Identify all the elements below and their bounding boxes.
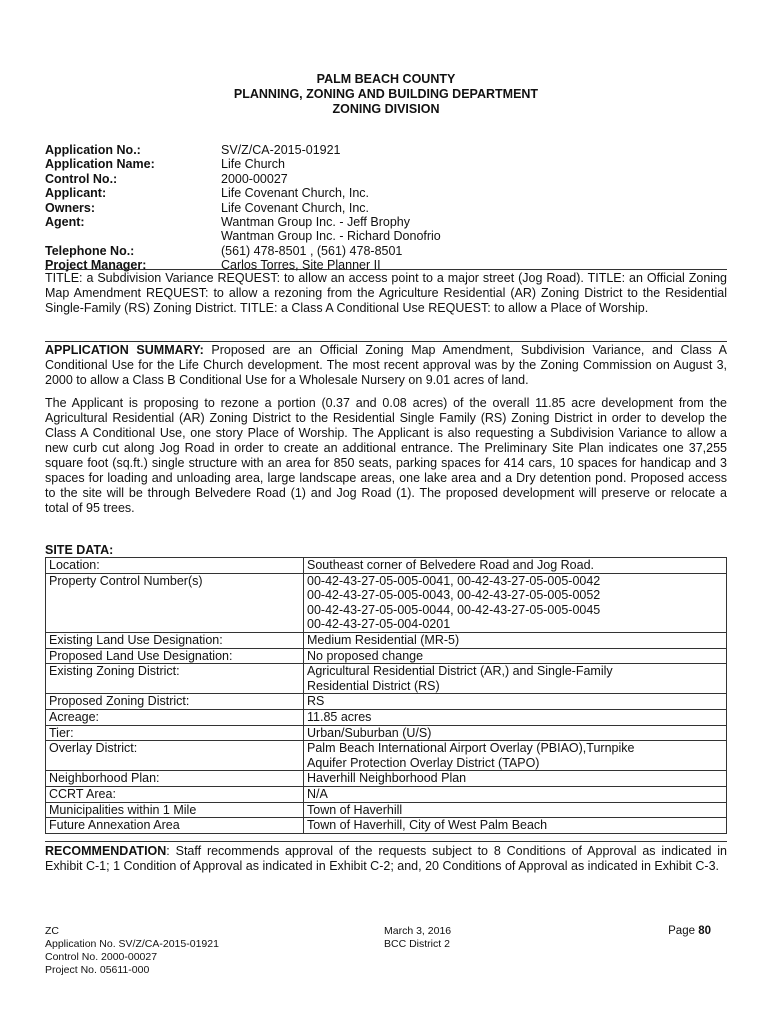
site-data-label: Proposed Land Use Designation:	[46, 648, 304, 664]
site-data-row	[46, 558, 727, 574]
info-row	[45, 157, 727, 171]
site-data-label: Proposed Zoning District:	[46, 694, 304, 710]
footer-line: Project No. 05611-000	[45, 964, 150, 976]
site-data-value: Medium Residential (MR-5)	[304, 632, 727, 648]
info-row	[45, 244, 727, 258]
info-value: 2000-00027	[221, 171, 288, 186]
site-data-value: Palm Beach International Airport Overlay (PBIAO),Turnpike Aquifer Protection Overlay District (TAPO)	[304, 741, 727, 771]
footer-middle	[384, 925, 451, 951]
site-data-label: Overlay District:	[46, 741, 304, 771]
summary-heading: APPLICATION SUMMARY:	[45, 343, 204, 357]
site-data-row	[46, 802, 727, 818]
footer-district: BCC District 2	[384, 938, 450, 950]
site-data-row	[46, 648, 727, 664]
site-data-value: Town of Haverhill, City of West Palm Beach	[304, 818, 727, 834]
info-value: Carlos Torres, Site Planner II	[221, 258, 381, 273]
site-data-label: Tier:	[46, 725, 304, 741]
application-info	[45, 143, 727, 273]
recommendation-heading: RECOMMENDATION	[45, 844, 167, 858]
site-data-label: Location:	[46, 558, 304, 574]
document-header	[45, 72, 727, 117]
header-department: PLANNING, ZONING AND BUILDING DEPARTMENT	[233, 87, 539, 101]
site-data-row	[46, 664, 727, 694]
info-row	[45, 186, 727, 200]
page-number-value: 80	[698, 925, 711, 937]
site-data-row	[46, 709, 727, 725]
info-row	[45, 172, 727, 186]
site-data-value: Urban/Suburban (U/S)	[304, 725, 727, 741]
site-data-value: 11.85 acres	[304, 709, 727, 725]
info-label: Control No.:	[45, 171, 118, 186]
page-number	[668, 925, 711, 938]
info-label: Applicant:	[45, 186, 107, 201]
info-value: Life Church	[221, 157, 285, 172]
request-titles: TITLE: a Subdivision Variance REQUEST: to allow an access point to a major street (Jog Road). TITLE: an Official Zoning Map Amendment REQUEST: to allow a rezoning from the Agriculture Residential (AR) Zoning District to the Residential Single-Family (RS) Zoning District. TITLE: a Class A Conditional Use REQUEST: to allow a Place of Worship.	[45, 271, 727, 315]
info-value: Life Covenant Church, Inc.	[221, 186, 369, 201]
info-value: Life Covenant Church, Inc.	[221, 200, 369, 215]
site-data-label: Municipalities within 1 Mile	[46, 802, 304, 818]
footer-line: ZC	[45, 925, 59, 937]
site-data-label: Neighborhood Plan:	[46, 771, 304, 787]
page-label: Page	[668, 925, 699, 937]
info-label: Telephone No.:	[45, 243, 135, 258]
info-label: Project Manager:	[45, 258, 147, 273]
info-value: SV/Z/CA-2015-01921	[221, 143, 341, 157]
footer-date: March 3, 2016	[384, 925, 452, 937]
site-data-row	[46, 725, 727, 741]
site-data-row	[46, 786, 727, 802]
site-data-label: Acreage:	[46, 709, 304, 725]
site-data-label: Existing Land Use Designation:	[46, 632, 304, 648]
site-data-table	[45, 557, 727, 834]
summary-paragraph-2: The Applicant is proposing to rezone a portion (0.37 and 0.08 acres) of the overall 11.85 acre development from the Agricultural Residential (AR) Zoning District to the Residential Single Family (RS) Zoning District in order to develop the Class A Conditional Use, one story Place of Worship. The Applicant is also requesting a Subdivision Variance to allow a new curb cut along Jog Road in order to create an additional entrance. The Preliminary Site Plan indicates one 37,255 square foot (sq.ft.) single structure with an area for 850 seats, parking spaces for 414 cars, 10 spaces for handicap and 3 spaces for loading and unloading area, large landscape areas, one lake area and a Dry detention pond. Proposed access to the site will be through Belvedere Road (1) and Jog Road (1). The proposed development will preserve or relocate a total of 95 trees.	[45, 396, 727, 515]
footer-left	[45, 925, 219, 977]
site-data-value: No proposed change	[304, 648, 727, 664]
site-data-value: 00-42-43-27-05-005-0041, 00-42-43-27-05-005-0042 00-42-43-27-05-005-0043, 00-42-43-27-05-005-0052 00-42-43-27-05-005-0044, 00-42-43-27-05-005-0045 00-42-43-27-05-004-0201	[304, 573, 727, 632]
site-data-value: Haverhill Neighborhood Plan	[304, 771, 727, 787]
site-data-heading: SITE DATA:	[45, 543, 114, 557]
info-row	[45, 201, 727, 215]
site-data-value: RS	[304, 694, 727, 710]
info-row	[45, 215, 727, 229]
summary-paragraph-1	[45, 343, 727, 388]
info-label: Application Name:	[45, 157, 155, 172]
site-data-row	[46, 771, 727, 787]
site-data-label: CCRT Area:	[46, 786, 304, 802]
site-data-value: Town of Haverhill	[304, 802, 727, 818]
info-row	[45, 229, 727, 243]
header-county: PALM BEACH COUNTY	[316, 72, 456, 86]
recommendation	[45, 841, 727, 874]
info-label: Owners:	[45, 200, 96, 215]
header-division: ZONING DIVISION	[332, 102, 440, 116]
site-data-label: Existing Zoning District:	[46, 664, 304, 694]
site-data-row	[46, 818, 727, 834]
info-value: Wantman Group Inc. - Richard Donofrio	[221, 229, 441, 244]
info-label	[45, 229, 221, 243]
info-row	[45, 143, 727, 157]
site-data-label: Future Annexation Area	[46, 818, 304, 834]
site-data-value: N/A	[304, 786, 727, 802]
summary-text-1: Proposed are an Official Zoning Map Amendment, Subdivision Variance, and Class A Conditional Use for the Life Church development. The most recent approval was by the Zoning Commission on August 3, 2000 to allow a Class B Conditional Use for a Wholesale Nursery on 9.01 acres of land.	[45, 343, 727, 387]
info-label: Agent:	[45, 215, 85, 230]
site-data-value: Agricultural Residential District (AR,) and Single-Family Residential District (RS)	[304, 664, 727, 694]
recommendation-text: : Staff recommends approval of the requests subject to 8 Conditions of Approval as indicated in Exhibit C-1; 1 Condition of Approval as indicated in Exhibit C-2; and, 20 Conditions of Approval as indicated in Exhibit C-3.	[45, 844, 727, 873]
info-value: (561) 478-8501 , (561) 478-8501	[221, 243, 403, 258]
footer-line: Application No. SV/Z/CA-2015-01921	[45, 938, 219, 950]
site-data-row	[46, 741, 727, 771]
site-data-row	[46, 573, 727, 632]
site-data-value: Southeast corner of Belvedere Road and Jog Road.	[304, 558, 727, 574]
info-label: Application No.:	[45, 143, 141, 157]
site-data-row	[46, 694, 727, 710]
site-data-label: Property Control Number(s)	[46, 573, 304, 632]
site-data-row	[46, 632, 727, 648]
application-summary	[45, 341, 727, 516]
info-value: Wantman Group Inc. - Jeff Brophy	[221, 215, 410, 230]
footer-line: Control No. 2000-00027	[45, 951, 158, 963]
